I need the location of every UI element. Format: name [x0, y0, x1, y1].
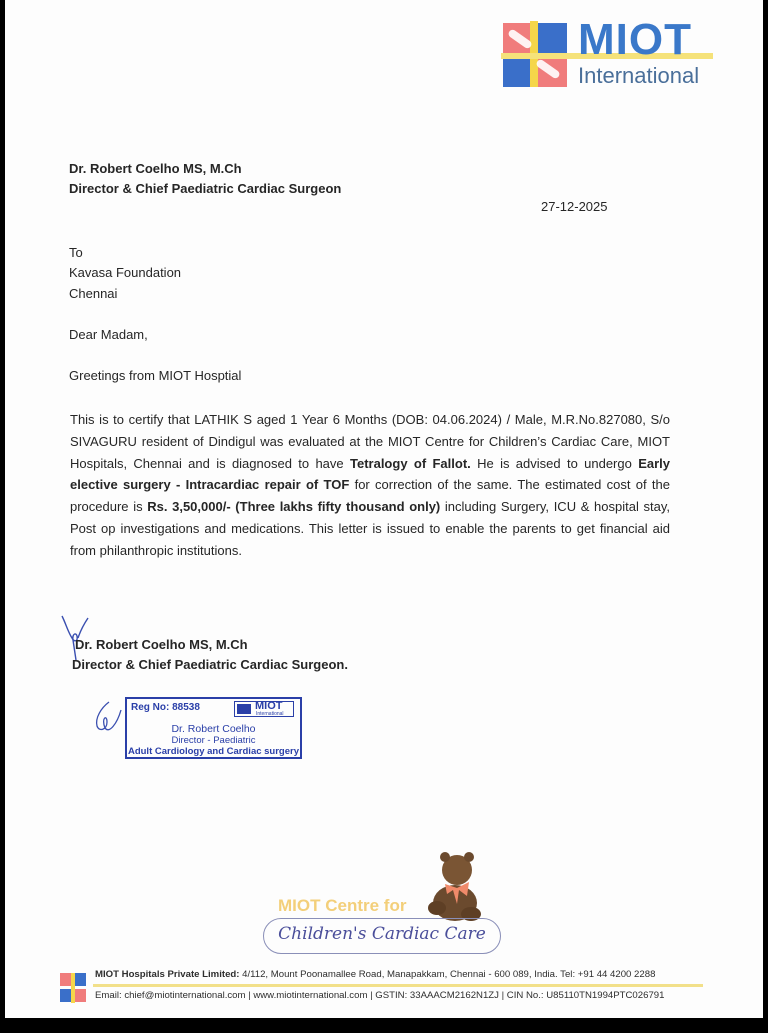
doctor-stamp [125, 697, 302, 759]
teddy-bear-icon [425, 848, 485, 923]
signatory-title: Director & Chief Paediatric Cardiac Surgeon. [72, 657, 348, 672]
letter-page [5, 0, 763, 1018]
recipient-city: Chennai [69, 286, 118, 301]
logo-subtitle: International [578, 63, 700, 88]
footer-address: MIOT Hospitals Private Limited: 4/112, Mount Poonamallee Road, Manapakkam, Chennai - 600 089, India. Tel: +91 44 4200 2288 [95, 969, 656, 980]
diagnosis: Tetralogy of Fallot. [350, 455, 471, 471]
recipient-to: To [69, 245, 83, 260]
estimated-cost: Rs. 3,50,000/- (Three lakhs fifty thousand only) [147, 499, 441, 515]
stamp-department: Adult Cardiology and Cardiac surgery [127, 746, 300, 757]
letter-date: 27-12-2025 [541, 199, 608, 214]
stamp-reg-no: Reg No: 88538 [131, 702, 200, 713]
recipient-organization: Kavasa Foundation [69, 265, 182, 280]
childrens-cardiac-care-logo [260, 848, 510, 958]
centre-logo-top: MIOT Centre for [278, 896, 407, 915]
miot-international-logo [501, 15, 713, 89]
logo-brand: MIOT [578, 15, 692, 64]
centre-logo-main: Children's Cardiac Care [278, 924, 486, 944]
footer-contact: Email: chief@miotinternational.com | www.miotinternational.com | GSTIN: 33AAACM2162N1ZJ | CIN No.: U85110TN1994PTC026791 [95, 990, 665, 1001]
greeting: Greetings from MIOT Hosptial [69, 368, 242, 383]
doctor-title-header: Director & Chief Paediatric Cardiac Surgeon [69, 181, 342, 196]
procedure: Early elective surgery - Intracardiac repair of TOF [70, 455, 670, 493]
footer-logo-icon [60, 973, 88, 1003]
stamp-title: Director - Paediatric [171, 735, 256, 746]
stamp-miot-logo: MIOT International [234, 701, 294, 717]
miot-hands-icon [501, 21, 569, 87]
signatory-name: Dr. Robert Coelho MS, M.Ch [75, 637, 248, 652]
initials-signature-icon [91, 700, 125, 736]
certification-paragraph: This is to certify that LATHIK S aged 1 Year 6 Months (DOB: 04.06.2024) / Male, M.R.No.827080, S/o SIVAGURU resident of Dindigul was evaluated at the MIOT Centre for Children’s Cardiac Care, MIOT Hospitals, Chennai and is diagnosed to have Tetralogy of Fallot. He is advised to undergo Early elective surgery - Intracardiac repair of TOF for correction of the same. The estimated cost of the procedure is Rs. 3,50,000/- (Three lakhs fifty thousand only) including Surgery, ICU & hospital stay, Post op investigations and medications. This letter is issued to enable the parents to get financial aid from philanthropic institutions. [70, 412, 671, 558]
doctor-name-header: Dr. Robert Coelho MS, M.Ch [69, 161, 242, 176]
footer-divider [93, 984, 703, 987]
stamp-name: Dr. Robert Coelho [171, 723, 256, 735]
salutation: Dear Madam, [69, 327, 148, 342]
